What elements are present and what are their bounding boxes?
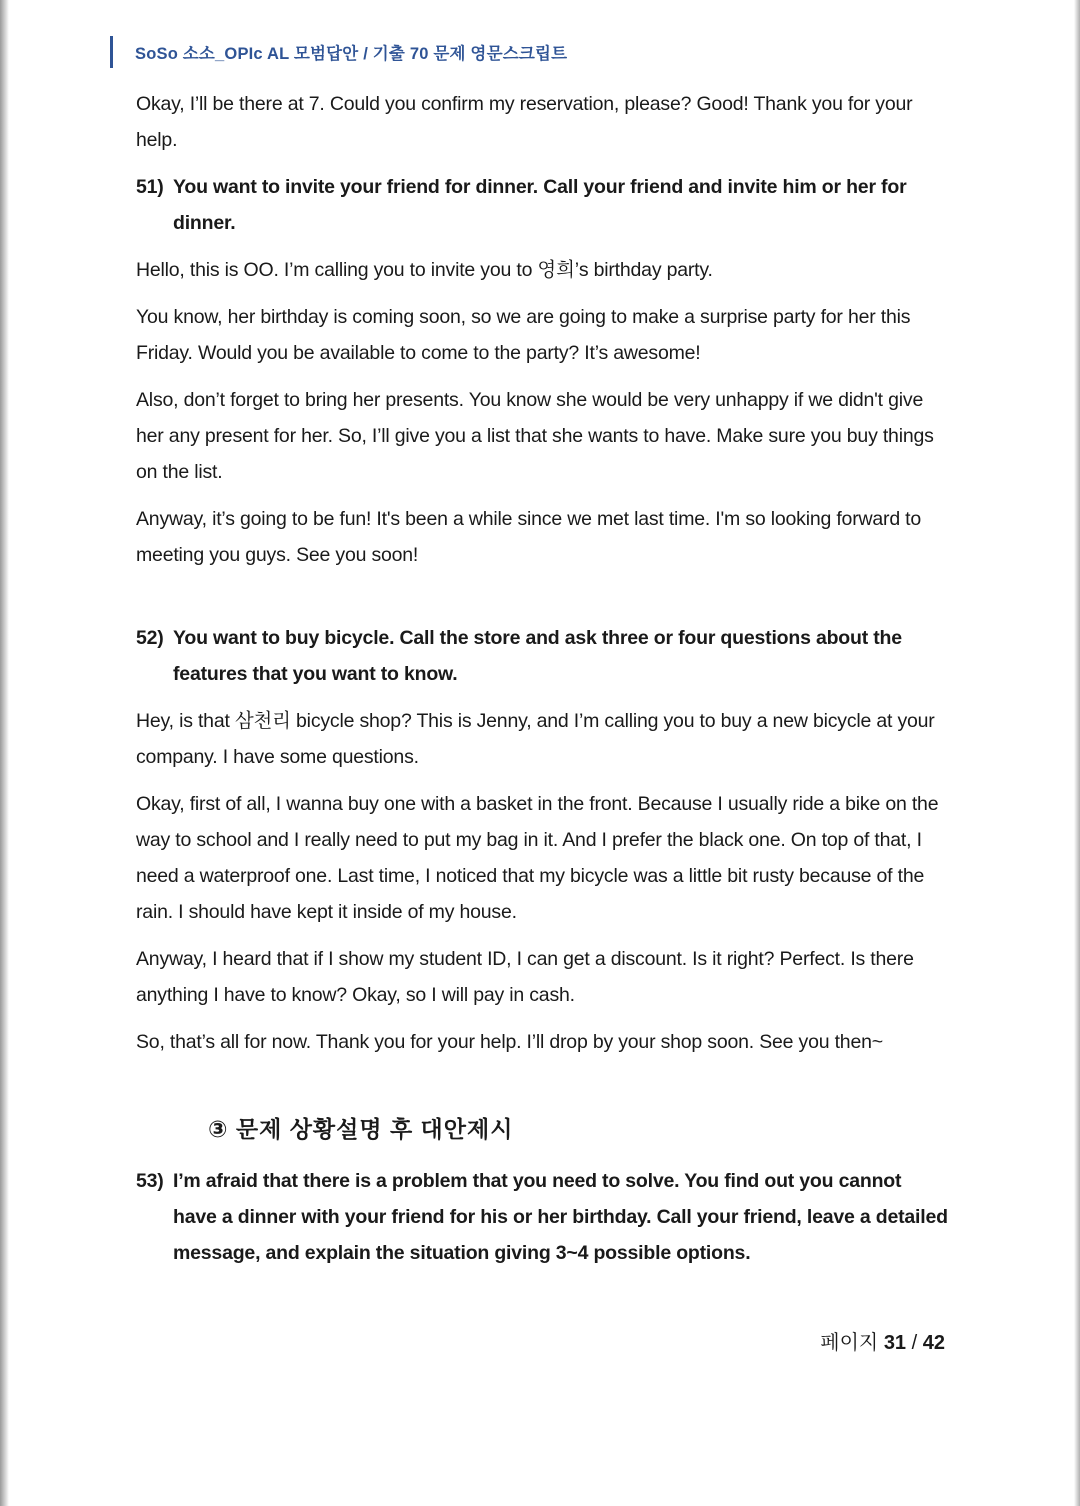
page-content: [136, 86, 948, 1282]
question-53: [136, 1163, 948, 1271]
spacer: [136, 584, 948, 620]
question-number: 51): [136, 176, 164, 198]
answer-paragraph: You know, her birthday is coming soon, so we are going to make a surprise party for her this Friday. Would you be available to come to the party? It’s awesome!: [136, 306, 911, 364]
section-heading: ③ 문제 상황설명 후 대안제시: [208, 1116, 514, 1142]
intro-paragraph: Okay, I’ll be there at 7. Could you confirm my reservation, please? Good! Thank you for your help.: [136, 93, 913, 151]
question-51: [136, 169, 948, 241]
spacer: [136, 1071, 948, 1109]
page-label: 페이지: [820, 1332, 879, 1354]
total-page-number: 42: [922, 1332, 945, 1354]
question-text: I’m afraid that there is a problem that you need to solve. You find out you cannot have a dinner with your friend for his or her birthday. Call your friend, leave a detailed message, and explain the situation giving 3~4 possible options.: [173, 1170, 948, 1264]
answer-paragraph: Okay, first of all, I wanna buy one with a basket in the front. Because I usually ride a bike on the way to school and I really need to put my bag in it. And I prefer the black one. On top of that, I need a waterproof one. Last time, I noticed that my bicycle was a little bit rusty because of the rain. I should have kept it inside of my house.: [136, 793, 939, 923]
answer-paragraph: Hello, this is OO. I’m calling you to invite you to 영희’s birthday party.: [136, 259, 713, 281]
answer-paragraph: Hey, is that 삼천리 bicycle shop? This is Jenny, and I’m calling you to buy a new bicycle at your company. I have some questions.: [136, 710, 935, 768]
question-52: [136, 620, 948, 692]
question-text: You want to buy bicycle. Call the store and ask three or four questions about the features that you want to know.: [173, 627, 902, 685]
page-header: [110, 36, 567, 68]
question-number: 52): [136, 627, 164, 649]
page-separator: /: [911, 1332, 918, 1354]
page-left-edge: [0, 0, 9, 1506]
page-right-edge: [1074, 0, 1080, 1506]
header-title: SoSo 소소_OPIc AL 모범답안 / 기출 70 문제 영문스크립트: [135, 45, 568, 63]
page-footer: [820, 1328, 945, 1358]
question-text: You want to invite your friend for dinner. Call your friend and invite him or her for dinner.: [173, 176, 907, 234]
answer-paragraph: Anyway, it’s going to be fun! It's been a while since we met last time. I'm so looking forward to meeting you guys. See you soon!: [136, 508, 922, 566]
answer-paragraph: Anyway, I heard that if I show my student ID, I can get a discount. Is it right? Perfect. Is there anything I have to know? Okay, so I will pay in cash.: [136, 948, 914, 1006]
question-number: 53): [136, 1170, 164, 1192]
answer-paragraph: Also, don’t forget to bring her presents. You know she would be very unhappy if we didn't give her any present for her. So, I’ll give you a list that she wants to have. Make sure you buy things on the list.: [136, 389, 934, 483]
current-page-number: 31: [883, 1332, 907, 1354]
answer-paragraph: So, that’s all for now. Thank you for your help. I’ll drop by your shop soon. See you then~: [136, 1031, 883, 1053]
